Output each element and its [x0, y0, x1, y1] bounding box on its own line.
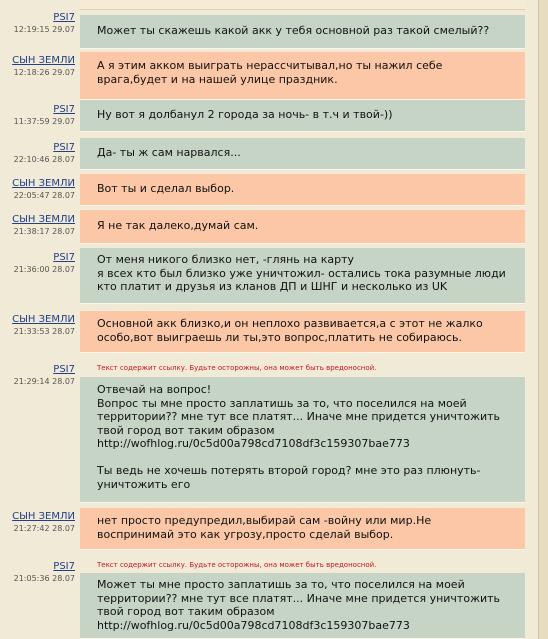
- message-text: Да- ты ж сам нарвался...: [80, 138, 525, 170]
- message-meta: [0, 142, 75, 165]
- message-meta: [0, 561, 75, 584]
- author-link[interactable]: PSI7: [53, 142, 75, 153]
- author-link[interactable]: СЫН ЗЕМЛИ: [12, 178, 75, 189]
- message-meta: [0, 252, 75, 275]
- message-timestamp: 22:05:47 28.07: [13, 191, 75, 200]
- scrollbar-edge[interactable]: [538, 0, 548, 639]
- author-link[interactable]: СЫН ЗЕМЛИ: [12, 511, 75, 522]
- message-text: Отвечай на вопрос! Вопрос ты мне просто заплатишь за то, что поселился на моей территории?? мне тут все платят... Иначе мне придется уничтожить твой город вот таким образом http://wofhlog.ru/0c5d00a798cd7108df3c159307bae773 Ты ведь не хочешь потерять второй город? мне это раз плюнуть- уничтожить его: [80, 377, 525, 503]
- message-timestamp: 21:33:53 28.07: [13, 327, 75, 336]
- message-timestamp: 21:38:17 28.07: [13, 227, 75, 236]
- message-text: Может ты скажешь какой акк у тебя основной раз такой смелый??: [80, 15, 525, 49]
- message-meta: [0, 55, 75, 78]
- message-timestamp: 21:27:42 28.07: [13, 524, 75, 533]
- message-text: От меня никого близко нет, -глянь на карту я всех кто был близко уже уничтожил- остались тока разумные люди кто платит и друзья из кланов ДП и ШНГ и несколько из UK: [80, 248, 525, 304]
- link-warning: Текст содержит ссылку. Будьте осторожны, она может быть вредоносной.: [97, 364, 377, 372]
- message-meta: [0, 314, 75, 337]
- author-link[interactable]: СЫН ЗЕМЛИ: [12, 314, 75, 325]
- author-link[interactable]: PSI7: [53, 12, 75, 23]
- message-meta: [0, 104, 75, 127]
- author-link[interactable]: СЫН ЗЕМЛИ: [12, 214, 75, 225]
- message-text: нет просто предупредил,выбирай сам -войну или мир.Не воспринимай это как угрозу,просто сделай выбор.: [80, 508, 525, 550]
- message-meta: [0, 12, 75, 35]
- message-timestamp: 21:05:36 28.07: [13, 574, 75, 583]
- author-link[interactable]: PSI7: [53, 561, 75, 572]
- author-link[interactable]: PSI7: [53, 104, 75, 115]
- author-link[interactable]: PSI7: [53, 252, 75, 263]
- message-text: Вот ты и сделал выбор.: [80, 174, 525, 206]
- message-timestamp: 21:29:14 28.07: [13, 377, 75, 386]
- message-meta: [0, 178, 75, 201]
- message-text: Я не так далеко,думай сам.: [80, 210, 525, 244]
- message-text: Основной акк близко,и он неплохо развивается,а с этот не жалко особо,вот выиграешь ли ты,это вопрос,платить не собираюсь.: [80, 311, 525, 353]
- message-timestamp: 12:18:26 29.07: [13, 68, 75, 77]
- link-warning: Текст содержит ссылку. Будьте осторожны, она может быть вредоносной.: [97, 561, 377, 569]
- message-timestamp: 22:10:46 28.07: [13, 155, 75, 164]
- message-timestamp: 12:19:15 29.07: [13, 25, 75, 34]
- message-meta: [0, 364, 75, 387]
- message-text: Ну вот я долбанул 2 города за ночь- в т.ч и твой-)): [80, 100, 525, 132]
- author-link[interactable]: PSI7: [53, 364, 75, 375]
- message-meta: [0, 214, 75, 237]
- message-timestamp: 11:37:59 29.07: [13, 117, 75, 126]
- top-divider: [80, 0, 525, 10]
- message-text: А я этим акком выиграть нерассчитывал,но ты нажил себе врага,будет и на нашей улице праздник.: [80, 52, 525, 100]
- author-link[interactable]: СЫН ЗЕМЛИ: [12, 55, 75, 66]
- message-meta: [0, 511, 75, 534]
- message-text: Может ты мне просто заплатишь за то, что поселился на моей территории?? мне тут все платят... Иначе мне придется уничтожить твой город вот таким образом http://wofhlog.ru/0c5d00a798cd7108df3c159307bae773: [80, 573, 525, 639]
- message-timestamp: 21:36:00 28.07: [13, 265, 75, 274]
